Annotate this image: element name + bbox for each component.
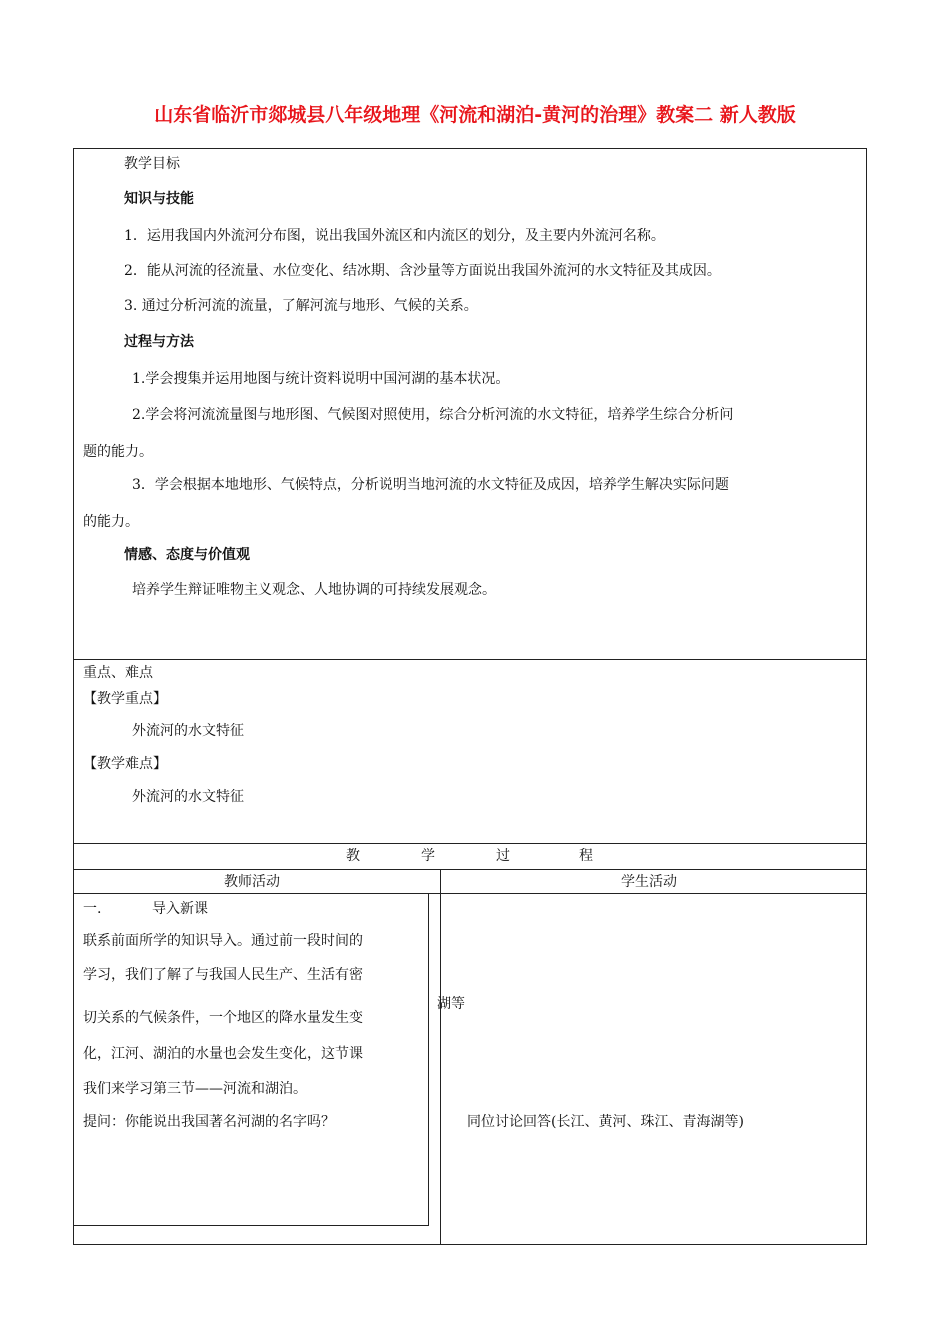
attitude-item: 培养学生辩证唯物主义观念、人地协调的可持续发展观念。 xyxy=(132,582,496,598)
student-fragment: 湖等 xyxy=(437,996,465,1012)
teacher-line-4: 化，江河、湖泊的水量也会发生变化，这节课 xyxy=(83,1046,363,1062)
column-header-divider xyxy=(73,893,867,894)
focus-text: 外流河的水文特征 xyxy=(132,723,244,739)
keypoints-section xyxy=(73,659,867,844)
section-title: 导入新课 xyxy=(152,901,208,917)
objectives-heading: 教学目标 xyxy=(124,156,180,172)
teacher-line-2: 学习，我们了解了与我国人民生产、生活有密 xyxy=(83,967,363,983)
student-answer: 同位讨论回答(长江、黄河、珠江、青海湖等) xyxy=(467,1114,744,1130)
process-heading: 过程与方法 xyxy=(124,334,194,350)
knowledge-item-2: 2．能从河流的径流量、水位变化、结冰期、含沙量等方面说出我国外流河的水文特征及其成因。 xyxy=(124,263,721,279)
inner-column-line xyxy=(428,893,429,1225)
knowledge-heading: 知识与技能 xyxy=(124,191,194,207)
column-divider xyxy=(440,869,441,1245)
process-item-3-line-1: 3．学会根据本地地形、气候特点，分析说明当地河流的水文特征及成因，培养学生解决实际问题 xyxy=(132,477,729,493)
heading-divider xyxy=(73,869,867,870)
teacher-line-1: 联系前面所学的知识导入。通过前一段时间的 xyxy=(83,933,363,949)
student-column-header: 学生活动 xyxy=(621,874,677,890)
difficulty-text: 外流河的水文特征 xyxy=(132,789,244,805)
inner-bottom-line xyxy=(73,1225,429,1226)
teacher-column-header: 教师活动 xyxy=(224,874,280,890)
process-heading-char-3: 过 xyxy=(496,848,510,864)
attitude-heading: 情感、态度与价值观 xyxy=(124,547,250,563)
process-item-2-line-1: 2.学会将河流流量图与地形图、气候图对照使用，综合分析河流的水文特征，培养学生综合分析问 xyxy=(132,407,734,423)
knowledge-item-1: 1．运用我国内外流河分布图，说出我国外流区和内流区的划分，及主要内外流河名称。 xyxy=(124,228,665,244)
teacher-line-5: 我们来学习第三节——河流和湖泊。 xyxy=(83,1081,307,1097)
teacher-question: 提问：你能说出我国著名河湖的名字吗？ xyxy=(83,1114,335,1130)
process-heading-char-4: 程 xyxy=(579,848,593,864)
document-title: 山东省临沂市郯城县八年级地理《河流和湖泊-黄河的治理》教案二 新人教版 xyxy=(154,104,796,126)
section-number: 一. xyxy=(83,901,102,917)
difficulty-label: 【教学难点】 xyxy=(83,756,167,772)
process-item-3-line-2: 的能力。 xyxy=(83,514,139,530)
process-heading-char-1: 教 xyxy=(346,848,360,864)
keypoints-heading: 重点、难点 xyxy=(83,665,153,681)
focus-label: 【教学重点】 xyxy=(83,691,167,707)
knowledge-item-3: 3. 通过分析河流的流量，了解河流与地形、气候的关系。 xyxy=(124,298,478,314)
teacher-line-3: 切关系的气候条件，一个地区的降水量发生变 xyxy=(83,1010,363,1026)
process-item-2-line-2: 题的能力。 xyxy=(83,444,153,460)
process-heading-char-2: 学 xyxy=(421,848,435,864)
process-item-1: 1.学会搜集并运用地图与统计资料说明中国河湖的基本状况。 xyxy=(132,371,510,387)
